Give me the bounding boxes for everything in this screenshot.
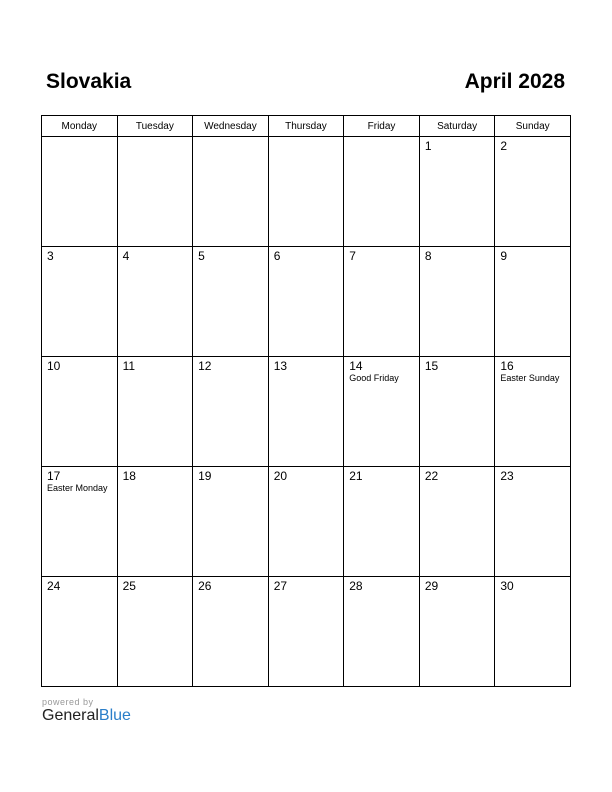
day-cell[interactable]: [117, 467, 193, 577]
day-number: 5: [198, 249, 205, 263]
day-cell[interactable]: [419, 247, 495, 357]
day-number: 3: [47, 249, 54, 263]
weekday-wednesday: Wednesday: [193, 116, 269, 137]
week-row: [42, 467, 571, 577]
day-number: [344, 137, 419, 139]
day-number: 18: [122, 469, 136, 483]
day-number: 1: [424, 139, 432, 153]
day-number: 6: [273, 249, 281, 263]
week-row: [42, 577, 571, 687]
day-cell[interactable]: [268, 467, 344, 577]
day-number: [193, 137, 268, 139]
day-number: 9: [500, 249, 508, 263]
day-cell[interactable]: [419, 137, 495, 247]
country-title: Slovakia: [46, 70, 132, 93]
day-number: 28: [349, 579, 363, 593]
day-cell[interactable]: [193, 247, 269, 357]
calendar-grid: [41, 115, 571, 687]
day-number: 8: [424, 249, 432, 263]
day-number: 30: [500, 579, 514, 593]
week-row: [42, 357, 571, 467]
day-number: 24: [47, 579, 61, 593]
day-number: [269, 137, 344, 139]
day-number: 4: [122, 249, 130, 263]
day-cell[interactable]: [42, 357, 118, 467]
day-cell[interactable]: [344, 577, 420, 687]
day-cell[interactable]: [117, 577, 193, 687]
empty-cell: [193, 137, 269, 247]
day-cell[interactable]: [344, 357, 420, 467]
month-year-title: April 2028: [464, 70, 565, 93]
weekday-friday: Friday: [344, 116, 420, 137]
weekday-tuesday: Tuesday: [117, 116, 193, 137]
day-number: 11: [122, 359, 136, 373]
day-number: 12: [198, 359, 212, 373]
week-row: [42, 247, 571, 357]
day-cell[interactable]: [495, 577, 571, 687]
day-cell[interactable]: [268, 247, 344, 357]
weekday-sunday: Sunday: [495, 116, 571, 137]
weekday-thursday: Thursday: [268, 116, 344, 137]
day-number: 23: [500, 469, 514, 483]
day-number: 16: [500, 359, 514, 373]
week-row: [42, 137, 571, 247]
day-cell[interactable]: [268, 577, 344, 687]
empty-cell: [117, 137, 193, 247]
day-number: [42, 137, 117, 139]
day-number: 20: [273, 469, 288, 483]
footer: [42, 697, 131, 725]
day-number: 17: [47, 469, 61, 483]
weekday-monday: Monday: [42, 116, 118, 137]
day-number: 29: [424, 579, 439, 593]
holiday-label: Easter Sunday: [500, 373, 560, 383]
day-cell[interactable]: [193, 357, 269, 467]
day-number: 13: [273, 359, 288, 373]
day-cell[interactable]: [42, 247, 118, 357]
day-cell[interactable]: [344, 467, 420, 577]
powered-by-label: powered by: [42, 697, 94, 707]
day-cell[interactable]: [42, 577, 118, 687]
empty-cell: [268, 137, 344, 247]
day-cell[interactable]: [117, 357, 193, 467]
empty-cell: [344, 137, 420, 247]
day-number: 14: [349, 359, 363, 373]
brand-blue: Blue: [98, 707, 131, 724]
day-cell[interactable]: [495, 137, 571, 247]
holiday-label: Easter Monday: [47, 483, 108, 493]
day-number: 7: [349, 249, 356, 263]
day-number: 22: [424, 469, 439, 483]
day-cell[interactable]: [495, 357, 571, 467]
day-cell[interactable]: [268, 357, 344, 467]
day-cell[interactable]: [193, 467, 269, 577]
day-number: 15: [424, 359, 439, 373]
day-cell[interactable]: [419, 357, 495, 467]
day-cell[interactable]: [42, 467, 118, 577]
day-number: 26: [198, 579, 212, 593]
day-number: 21: [349, 469, 363, 483]
day-cell[interactable]: [419, 577, 495, 687]
generalblue-logo[interactable]: [42, 707, 131, 725]
day-cell[interactable]: [344, 247, 420, 357]
day-cell[interactable]: [495, 467, 571, 577]
day-number: 19: [198, 469, 212, 483]
day-cell[interactable]: [419, 467, 495, 577]
day-number: [118, 137, 193, 139]
day-number: 10: [47, 359, 61, 373]
day-number: 25: [122, 579, 136, 593]
day-number: 2: [500, 139, 508, 153]
day-cell[interactable]: [193, 577, 269, 687]
brand-general: General: [42, 707, 99, 724]
day-cell[interactable]: [117, 247, 193, 357]
day-cell[interactable]: [495, 247, 571, 357]
day-number: 27: [273, 579, 288, 593]
weekday-header-row: [42, 116, 571, 137]
empty-cell: [42, 137, 118, 247]
weekday-saturday: Saturday: [419, 116, 495, 137]
holiday-label: Good Friday: [349, 373, 399, 383]
